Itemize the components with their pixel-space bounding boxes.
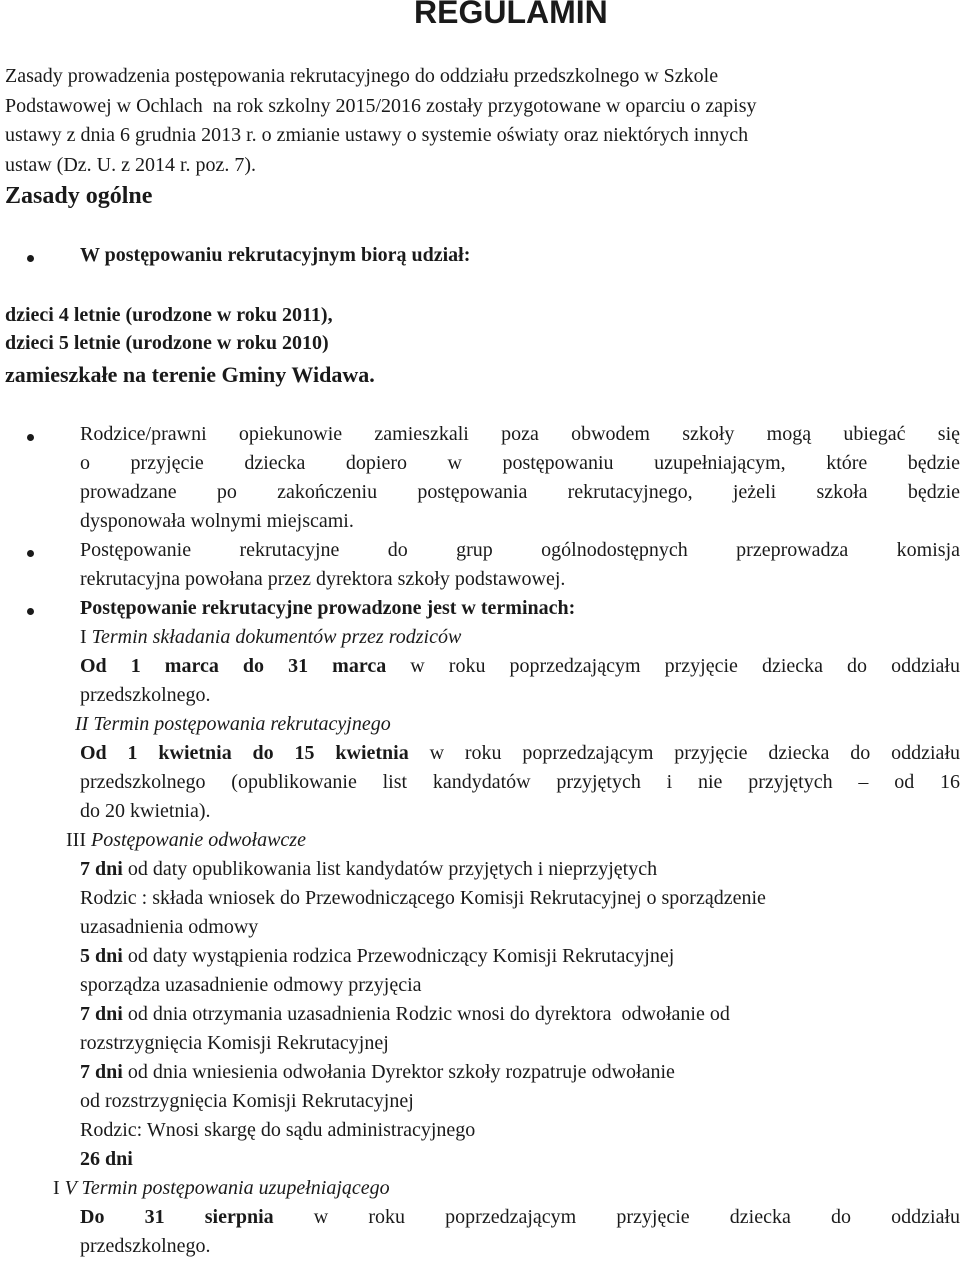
term-3-item-9-rest: od rozstrzygnięcia Komisji Rekrutacyjnej <box>80 1090 414 1112</box>
term-3-item-9 <box>80 1091 414 1111</box>
bullet-3 <box>27 550 34 557</box>
term-4-numeral: I <box>53 1177 60 1199</box>
bullet-1 <box>27 255 34 262</box>
term-3-item-6 <box>80 1004 730 1024</box>
document-title: REGULAMIN <box>414 0 608 30</box>
bullet-1-text: W postępowaniu rekrutacyjnym biorą udział: <box>80 244 471 266</box>
term-2-line-2: przedszkolnego (opublikowanie list kandydatów przyjętych i nie przyjętych – od 16 <box>80 771 960 793</box>
bullet-2-line-2: o przyjęcie dziecka dopiero w postępowaniu uzupełniającym, które będzie <box>80 452 960 474</box>
term-3-item-10-rest: Rodzic: Wnosi skargę do sądu administracyjnego <box>80 1119 476 1141</box>
bullet-2-line-3: prowadzane po zakończeniu postępowania rekrutacyjnego, jeżeli szkoła będzie <box>80 481 960 503</box>
term-3-item-11 <box>80 1149 133 1169</box>
term-3-item-11-bold: 26 dni <box>80 1148 133 1170</box>
term-3-item-1-bold: 7 dni <box>80 858 123 880</box>
term-4-line-2: przedszkolnego. <box>80 1235 211 1257</box>
intro-line-4: ustaw (Dz. U. z 2014 r. poz. 7). <box>5 154 257 176</box>
term-3-item-3-rest: uzasadnienia odmowy <box>80 916 259 938</box>
term-3-item-2 <box>80 888 766 908</box>
term-3-item-2-rest: Rodzic : składa wniosek do Przewodniczącego Komisji Rekrutacyjnej o sporządzenie <box>80 887 766 909</box>
term-1-dates-rest: w roku poprzedzającym przyjęcie dziecka do oddziału <box>386 655 960 677</box>
term-3-item-1 <box>80 859 657 879</box>
term-1-dates-bold: Od 1 marca do 31 marca <box>80 655 387 677</box>
term-3-item-1-rest: od daty opublikowania list kandydatów przyjętych i nieprzyjętych <box>122 858 658 880</box>
term-2-heading: II Termin postępowania rekrutacyjnego <box>75 713 391 735</box>
intro-line-2: Podstawowej w Ochlach na rok szkolny 2015/2016 zostały przygotowane w oparciu o zapisy <box>5 95 757 117</box>
term-3-numeral: III <box>66 829 86 851</box>
term-3-item-6-rest: od dnia otrzymania uzasadnienia Rodzic wnosi do dyrektora odwołanie od <box>122 1003 730 1025</box>
term-2-dates <box>80 743 960 763</box>
children-line-2: dzieci 5 letnie (urodzone w roku 2010) <box>5 332 329 354</box>
term-2-dates-rest: w roku poprzedzającym przyjęcie dziecka do oddziału <box>408 742 960 764</box>
term-1-dates <box>80 656 960 676</box>
children-line-1: dzieci 4 letnie (urodzone w roku 2011), <box>5 304 333 326</box>
term-4-dates-bold: Do 31 sierpnia <box>80 1206 274 1228</box>
term-1-numeral: I <box>80 626 87 648</box>
term-1-label: Termin składania dokumentów przez rodziców <box>91 626 462 648</box>
bullet-3-line-1: Postępowanie rekrutacyjne do grup ogólnodostępnych przeprowadza komisja <box>80 539 960 561</box>
term-3-item-7 <box>80 1033 389 1053</box>
term-4-heading <box>53 1178 390 1198</box>
bullet-3-line-2: rekrutacyjna powołana przez dyrektora szkoły podstawowej. <box>80 568 566 590</box>
bullet-2-line-4: dysponowała wolnymi miejscami. <box>80 510 354 532</box>
term-3-item-4 <box>80 946 674 966</box>
term-3-item-6-bold: 7 dni <box>80 1003 123 1025</box>
intro-line-3: ustawy z dnia 6 grudnia 2013 r. o zmianie ustawy o systemie oświaty oraz niektórych innych <box>5 124 749 146</box>
term-3-item-8 <box>80 1062 675 1082</box>
term-3-item-10 <box>80 1120 475 1140</box>
term-2-dates-bold: Od 1 kwietnia do 15 kwietnia <box>80 742 409 764</box>
term-3-item-8-rest: od dnia wniesienia odwołania Dyrektor szkoły rozpatruje odwołanie <box>122 1061 675 1083</box>
bullet-2-line-1: Rodzice/prawni opiekunowie zamieszkali poza obwodem szkoły mogą ubiegać się <box>80 423 960 445</box>
intro-line-1: Zasady prowadzenia postępowania rekrutacyjnego do oddziału przedszkolnego w Szkole <box>5 65 719 87</box>
term-3-item-3 <box>80 917 258 937</box>
term-3-item-4-rest: od daty wystąpienia rodzica Przewodniczący Komisji Rekrutacyjnej <box>122 945 675 967</box>
residence-line: zamieszkałe na terenie Gminy Widawa. <box>5 362 375 387</box>
bullet-2 <box>27 434 34 441</box>
term-1-heading <box>80 627 461 647</box>
term-1-dates-line-2: przedszkolnego. <box>80 684 211 706</box>
bullet-4-heading: Postępowanie rekrutacyjne prowadzone jest w terminach: <box>80 597 576 619</box>
term-3-item-5 <box>80 975 422 995</box>
term-3-item-7-rest: rozstrzygnięcia Komisji Rekrutacyjnej <box>80 1032 389 1054</box>
term-2-line-3: do 20 kwietnia). <box>80 800 211 822</box>
term-3-item-5-rest: sporządza uzasadnienie odmowy przyjęcia <box>80 974 422 996</box>
bullet-4 <box>27 608 34 615</box>
term-3-label: Postępowanie odwoławcze <box>90 829 306 851</box>
term-3-item-4-bold: 5 dni <box>80 945 123 967</box>
term-4-label: V Termin postępowania uzupełniającego <box>64 1177 390 1199</box>
term-4-dates-rest: w roku poprzedzającym przyjęcie dziecka do oddziału <box>273 1206 960 1228</box>
section-heading: Zasady ogólne <box>5 183 153 209</box>
term-4-dates <box>80 1207 960 1227</box>
term-3-heading <box>66 830 306 850</box>
term-3-item-8-bold: 7 dni <box>80 1061 123 1083</box>
